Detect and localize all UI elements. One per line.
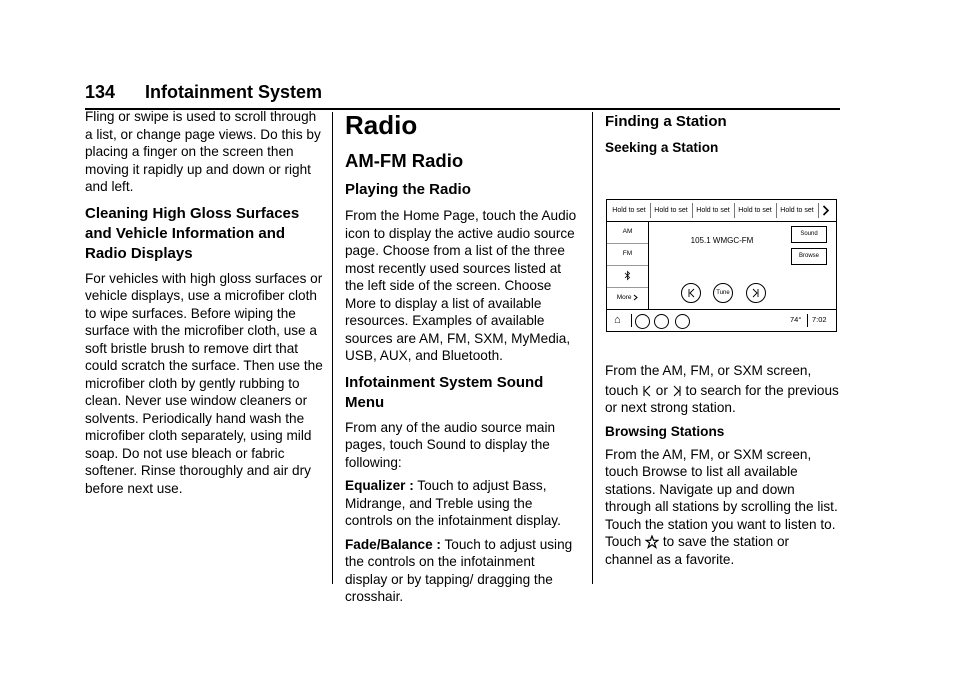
browse-text-2: to save the station or channel as a favorite. (605, 534, 790, 567)
audio-app-icon (635, 314, 650, 329)
seek-text-pre: touch (605, 382, 643, 398)
seeking-station-heading: Seeking a Station (605, 140, 719, 155)
seek-back-icon (642, 385, 652, 397)
seek-text-or: or (652, 382, 672, 398)
equalizer-text: Touch to adjust Bass, Midrange, and Treble using the controls on the infotainment display. (345, 478, 561, 528)
column-right (605, 108, 840, 162)
preset-separator (818, 203, 819, 218)
source-fm: FM (607, 243, 648, 266)
home-icon: ⌂ (614, 314, 621, 326)
tune-button: Tune (713, 283, 733, 303)
preset-tab: Hold to set (780, 207, 814, 214)
seek-back-button (681, 283, 701, 303)
sound-menu-heading: Infotainment System Sound Menu (345, 373, 544, 411)
status-divider (631, 314, 632, 327)
browse-button: Browse (791, 248, 827, 265)
seek-forward-icon (672, 385, 682, 397)
browse-text-1: From the AM, FM, or SXM screen, touch Browse to list all available stations. Navigate up and down through all stations by scrolling the list. Touch the station you want to listen to. Touch (605, 446, 838, 549)
clock: 7:02 (812, 315, 827, 324)
bluetooth-icon (624, 270, 631, 281)
am-fm-radio-heading: AM-FM Radio (345, 150, 464, 171)
chevron-right-icon (822, 205, 830, 216)
seek-forward-button (746, 283, 766, 303)
section-title: Infotainment System (145, 82, 323, 102)
sound-button: Sound (791, 226, 827, 243)
fade-balance-term: Fade/Balance : (345, 536, 441, 552)
page-number: 134 (85, 82, 116, 102)
playing-radio-heading: Playing the Radio (345, 181, 471, 198)
source-more-label: More (616, 294, 632, 301)
chevron-right-icon (633, 294, 638, 301)
source-bluetooth (607, 265, 648, 288)
column-left (85, 108, 325, 503)
equalizer-paragraph (345, 477, 580, 530)
seek-forward-icon (751, 288, 761, 298)
browse-paragraph (605, 446, 840, 569)
radio-screen-figure (606, 199, 837, 332)
browsing-stations-heading: Browsing Stations (605, 423, 725, 439)
seek-paragraph (605, 382, 840, 417)
column-middle (345, 108, 580, 612)
preset-tab: Hold to set (738, 207, 772, 214)
navigation-app-icon (675, 314, 690, 329)
seek-paragraph-line1: From the AM, FM, or SXM screen, (605, 363, 812, 378)
preset-tab: Hold to set (696, 207, 730, 214)
preset-bar (607, 200, 836, 222)
equalizer-term: Equalizer : (345, 478, 414, 493)
fade-balance-paragraph (345, 536, 580, 606)
temperature: 74° (790, 315, 802, 324)
finding-station-heading: Finding a Station (605, 113, 727, 130)
fade-balance-text: Touch to adjust using the controls on the infotainment display or by tapping/ dragging the crosshair. (345, 536, 573, 604)
station-name: 105.1 WMGC-FM (690, 236, 754, 245)
seek-back-icon (686, 288, 696, 298)
star-icon (645, 535, 659, 549)
status-divider (807, 314, 808, 327)
preset-tab: Hold to set (654, 207, 688, 214)
column-divider-2 (592, 112, 593, 584)
playing-radio-paragraph: From the Home Page, touch the Audio icon to display the active audio source page. Choose from a list of the three most recently used sources listed at the left side of the screen. Choose More to display a list of available resources. Examples of available sources are AM, FM, SXM, MyMedia, USB, AUX, and Bluetooth. (345, 208, 577, 363)
column-right-lower (605, 362, 840, 574)
column-divider-1 (332, 112, 333, 584)
radio-title: Radio (345, 110, 418, 140)
status-bar (607, 309, 836, 332)
preset-tab: Hold to set (612, 207, 646, 214)
sound-menu-paragraph: From any of the audio source main pages, touch Sound to display the following: (345, 419, 556, 470)
phone-app-icon (654, 314, 669, 329)
intro-paragraph: Fling or swipe is used to scroll through a list, or change page views. Do this by placing a finger on the screen then moving it rapidly up and down or right and left. (85, 109, 321, 194)
source-more (607, 287, 648, 309)
cleaning-paragraph: For vehicles with high gloss surfaces or vehicle displays, use a microfiber cloth to wipe surfaces. Before wiping the surface with the microfiber cloth, use a soft bristle brush to remove dirt that could scratch the surface. Then use the microfiber cloth by gently rubbing to clean. Never use window cleaners or solvents. Periodically hand wash the microfiber cloth separately, using mild soap. Do not use bleach or fabric softener. Rinse thoroughly and air dry before next use. (85, 270, 323, 496)
source-am: AM (607, 221, 648, 244)
cleaning-heading: Cleaning High Gloss Surfaces and Vehicle Information and Radio Displays (85, 204, 300, 262)
seek-text-post: to search for the previous or next strong station. (605, 382, 839, 415)
source-sidebar (607, 221, 649, 309)
page-header (85, 82, 840, 110)
